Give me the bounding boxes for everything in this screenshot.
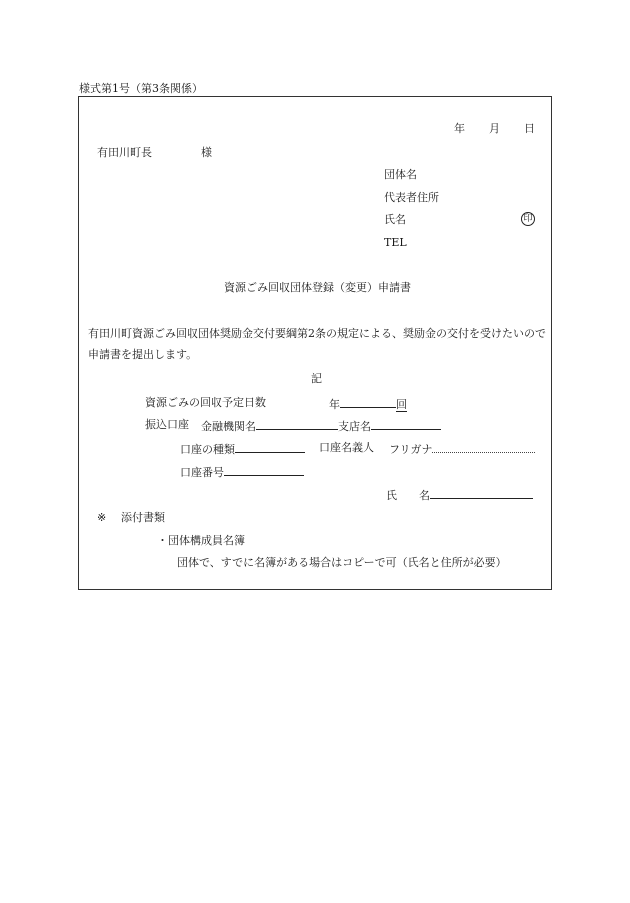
- account-type-label: 口座の種類: [180, 443, 235, 456]
- account-number-field: [180, 464, 304, 480]
- attachment-note: 団体で、すでに名簿がある場合はコピーで可（氏名と住所が必要）: [177, 556, 507, 569]
- addressee-name: 有田川町長: [97, 146, 152, 159]
- branch-blank: [371, 418, 441, 430]
- date-month: 月: [489, 122, 500, 135]
- tel-label: TEL: [384, 236, 407, 249]
- collection-year-label: 年: [329, 398, 340, 411]
- attachment-item: ・団体構成員名簿: [157, 534, 245, 547]
- body-paragraph: 有田川町資源ごみ回収団体奨励金交付要綱第2条の規定による、奨励金の交付を受けたいので申請書を提出します。: [88, 327, 546, 361]
- seal-icon: 印: [521, 212, 535, 226]
- collection-year-field: [329, 396, 407, 412]
- account-type-blank: [235, 441, 305, 453]
- date-day: 日: [524, 122, 535, 135]
- institution-blank: [256, 418, 338, 430]
- holder-name-blank: [430, 487, 533, 499]
- account-number-blank: [224, 464, 304, 476]
- name-label: 氏名: [384, 213, 406, 226]
- furigana-blank: [432, 441, 535, 453]
- institution-label: 金融機関名: [201, 420, 256, 433]
- branch-label: 支店名: [338, 420, 371, 433]
- group-name-label: 団体名: [384, 168, 417, 181]
- furigana-label: フリガナ: [389, 443, 433, 456]
- furigana-field: [389, 441, 535, 457]
- document-title: 資源ごみ回収団体登録（変更）申請書: [224, 281, 411, 294]
- addressee-honorific: 様: [201, 146, 212, 159]
- account-number-label: 口座番号: [180, 466, 224, 479]
- collection-days-label: 資源ごみの回収予定日数: [145, 396, 266, 409]
- rep-address-label: 代表者住所: [384, 191, 439, 204]
- ki-heading: 記: [311, 372, 322, 385]
- holder-name-field: [386, 487, 533, 503]
- bank-label: 振込口座: [145, 418, 189, 431]
- holder-name-label: 氏 名: [386, 489, 430, 502]
- collection-times-label: 回: [396, 398, 407, 411]
- seal-mark: [521, 212, 535, 226]
- account-holder-label: 口座名義人: [319, 441, 374, 454]
- attachments-label: 添付書類: [121, 511, 165, 524]
- form-number: 様式第1号（第3条関係）: [79, 82, 203, 95]
- attachments-mark: ※: [97, 511, 107, 524]
- date-year: 年: [454, 122, 465, 135]
- account-type-field: [180, 441, 305, 457]
- collection-days-blank: [340, 396, 396, 408]
- institution-field: [201, 418, 441, 434]
